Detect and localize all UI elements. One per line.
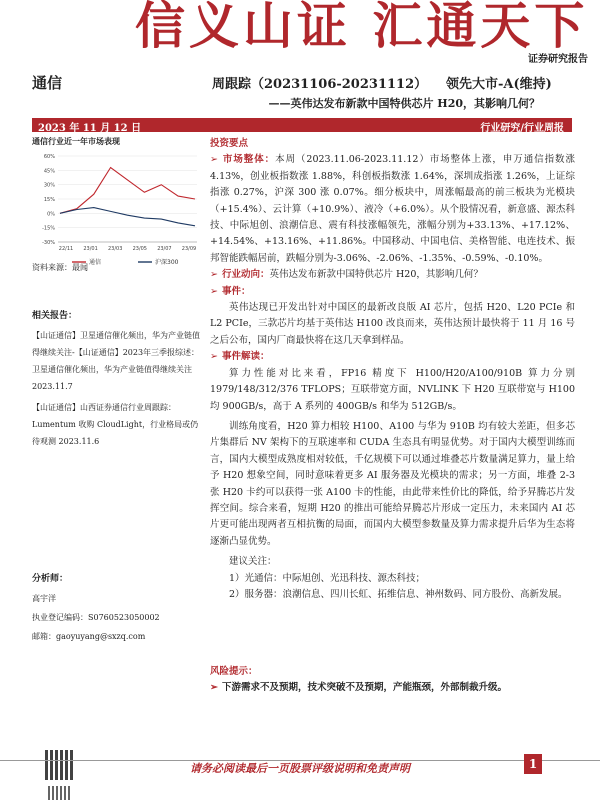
related-item[interactable]: 【山证通信】卫星通信催化频出，华为产业链值得继续关注-【山证通信】2023年三季报综述：卫星通信催化频出，华为产业链值得继续关注 2023.11.7 (32, 331, 200, 391)
market-paragraph (210, 152, 575, 267)
y-tick-label: 45% (43, 168, 55, 175)
interp-paragraph-1: 算力性能对比来看，FP16 精度下 H100/H20/A100/910B 算力分别1979/148/312/376 TFLOPS；互联带宽方面，NVLINK 下 H20 互联带宽与 H100 均 900GB/s，高于 A 系列的 400GB/s 和华为 512GB/s。 (210, 367, 575, 412)
industry-label: 通信 (32, 74, 63, 92)
weekly-title: 周跟踪（20231106-20231112） (212, 77, 428, 92)
legend-label: 沪深300 (155, 259, 179, 266)
analyst-cert: 执业登记编码：S0760523050002 (32, 613, 160, 622)
suggest-2: 2）服务器：浪潮信息、四川长虹、拓维信息、神州数码、同方股份、高新发展。 (229, 588, 568, 600)
legend-label: 通信 (89, 259, 102, 266)
series-line-index (60, 208, 195, 226)
y-tick-label: 30% (43, 182, 55, 189)
y-tick-label: 60% (43, 154, 55, 160)
series-line-industry (60, 168, 195, 214)
event-text: 英伟达现已开发出针对中国区的最新改良版 AI 芯片，包括 H20、L20 PCIe 和 L2 PCIe，三款芯片均基于英伟达 H100 改良而来，英伟达预计最快将于 11 月 16 号之后公布，国内厂商最快将在这几天拿到样品。 (210, 302, 575, 346)
sidebar-chart (32, 136, 204, 272)
main-content (210, 136, 575, 603)
rating: 领先大市-A(维持) (446, 77, 552, 92)
footer (0, 748, 600, 800)
interp-paragraph-2: 训练角度看，H20 算力相较 H100、A100 与华为 910B 均有较大差距，但多芯片集群后 NV 架构下的互联速率和 CUDA 生态具有明显优势。对于国内大模型训练而言，国内大模型成熟度相对较低，千亿规模下可以通过堆叠芯片数量满足算力，量上给予 H20 想象空间，同时意味着更多 AI 服务器及光模块的需求；另一方面，堆叠 2-3 张 H20 卡约可以获得一张 A100 卡的性能，由此带来性价比的降低，给予昇腾芯片发挥空间。综合来看，短期 H20 的推出可能给昇腾芯片形成一定压力，未来国内 AI 芯片更可能出现两者互相抗衡的局面，而国内大模型参数量及算力需求提升后华为生态将逐渐凸显优势。 (210, 420, 575, 547)
y-tick-label: 15% (43, 197, 55, 203)
interp-label: 事件解读： (221, 351, 270, 363)
suggest-intro: 建议关注： (229, 556, 277, 568)
x-tick-label: 22/11 (58, 246, 74, 252)
x-tick-label: 23/03 (107, 246, 123, 252)
event-label: 事件： (221, 285, 251, 297)
x-tick-label: 23/05 (132, 246, 148, 252)
header-banner (0, 0, 600, 70)
analyst-header: 分析师： (32, 574, 69, 584)
market-label: 市场整体： (221, 154, 276, 166)
report-type: 行业研究/行业周报 (480, 123, 564, 134)
report-date: 2023 年 11 月 12 日 (38, 123, 142, 134)
chart-box (32, 150, 204, 272)
related-reports (32, 308, 204, 450)
chart-title: 通信行业近一年市场表现 (32, 136, 120, 146)
page-number: 1 (524, 754, 542, 774)
trend-paragraph (210, 267, 575, 283)
title-row (0, 70, 600, 92)
subtitle: ——英伟达发布新款中国特供芯片 H20，其影响几何？ (268, 97, 540, 110)
y-tick-label: -15% (42, 225, 55, 232)
x-tick-label: 23/09 (181, 246, 197, 252)
suggest-1: 1）光通信：中际旭创、光迅科技、源杰科技； (229, 572, 426, 584)
invest-header: 投资要点 (210, 138, 249, 149)
x-tick-label: 23/01 (83, 246, 98, 252)
slogan: 信义山证 汇通天下 (135, 0, 589, 55)
chart-source: 资料来源：最闻 (32, 263, 88, 272)
date-bar (32, 118, 572, 132)
trend-label: 行业动向： (221, 269, 270, 281)
x-tick-label: 23/07 (157, 246, 172, 252)
related-item[interactable]: 【山证通信】山西证券通信行业周跟踪：Lumentum 收购 CloudLight，行业格局或仍待观测 2023.11.6 (32, 403, 199, 446)
qr-code-small (48, 786, 72, 800)
market-text: 本周（2023.11.06-2023.11.12）市场整体上涨，申万通信指数涨4.13%，创业板指数涨 1.88%，科创板指数涨 1.64%，深圳成指涨 1.26%，上证综指涨 0.27%，沪深 300 涨 0.07%。细分板块中，周涨幅最高的前三板块为光模块（+15.4%）、云计算（+10.9%）、液冷（+6.0%）。从个股情况看，新意盛、源杰科技、中际旭创、浪潮信息、震有科技涨幅领先，涨幅分别为+33.13%、+17.12%、+14.54%、+13.16%、+11.86%。中国移动、中国电信、美格智能、电连技术、振邦智能跌幅居前，跌幅分别为-3.06%、-2.06%、-1.35%、-0.59%、-0.10%。 (210, 154, 575, 264)
related-header: 相关报告： (32, 311, 78, 321)
y-tick-label: -30% (42, 240, 55, 246)
risk-header: 风险提示： (210, 666, 258, 677)
analyst-name: 高宇洋 (32, 594, 56, 603)
report-series: 证券研究报告 (528, 54, 588, 65)
disclaimer: 请务必阅读最后一页股票评级说明和免责声明 (190, 762, 410, 775)
analyst-info (32, 570, 204, 646)
performance-chart (32, 150, 204, 272)
event-heading (210, 284, 575, 300)
trend-text: 英伟达发布新款中国特供芯片 H20，其影响几何？ (269, 269, 483, 281)
risk-text: ➢ 下游需求不及预期，技术突破不及预期，产能瓶颈，外部制裁升级。 (210, 680, 575, 696)
risk-section (210, 664, 575, 696)
analyst-email[interactable]: 邮箱：gaoyuyang@sxzq.com (32, 632, 146, 641)
interp-heading (210, 349, 575, 365)
y-tick-label: 0% (47, 211, 55, 218)
